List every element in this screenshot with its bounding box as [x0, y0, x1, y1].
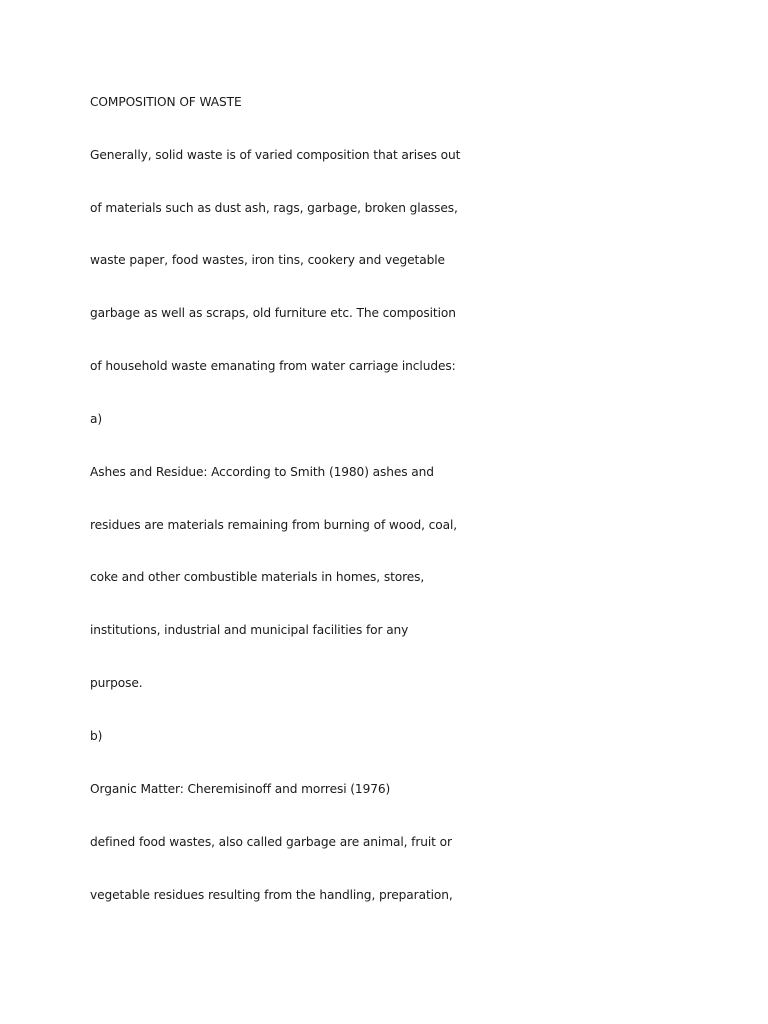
- text-line: institutions, industrial and municipal facilities for any: [90, 623, 409, 637]
- text-line: purpose.: [90, 676, 143, 690]
- text-line: of household waste emanating from water carriage includes:: [90, 359, 456, 373]
- text-line: of materials such as dust ash, rags, garbage, broken glasses,: [90, 201, 458, 215]
- text-line: Ashes and Residue: According to Smith (1980) ashes and: [90, 465, 434, 479]
- text-line: Generally, solid waste is of varied composition that arises out: [90, 148, 461, 162]
- text-line: vegetable residues resulting from the handling, preparation,: [90, 888, 453, 902]
- text-line: garbage as well as scraps, old furniture etc. The composition: [90, 306, 456, 320]
- text-line: residues are materials remaining from burning of wood, coal,: [90, 518, 458, 532]
- list-marker: b): [90, 729, 103, 743]
- list-marker: a): [90, 412, 103, 426]
- text-line: coke and other combustible materials in homes, stores,: [90, 570, 425, 584]
- text-line: defined food wastes, also called garbage are animal, fruit or: [90, 835, 452, 849]
- page-title: COMPOSITION OF WASTE: [90, 95, 242, 109]
- text-line: Organic Matter: Cheremisinoff and morresi (1976): [90, 782, 391, 796]
- text-line: waste paper, food wastes, iron tins, cookery and vegetable: [90, 253, 445, 267]
